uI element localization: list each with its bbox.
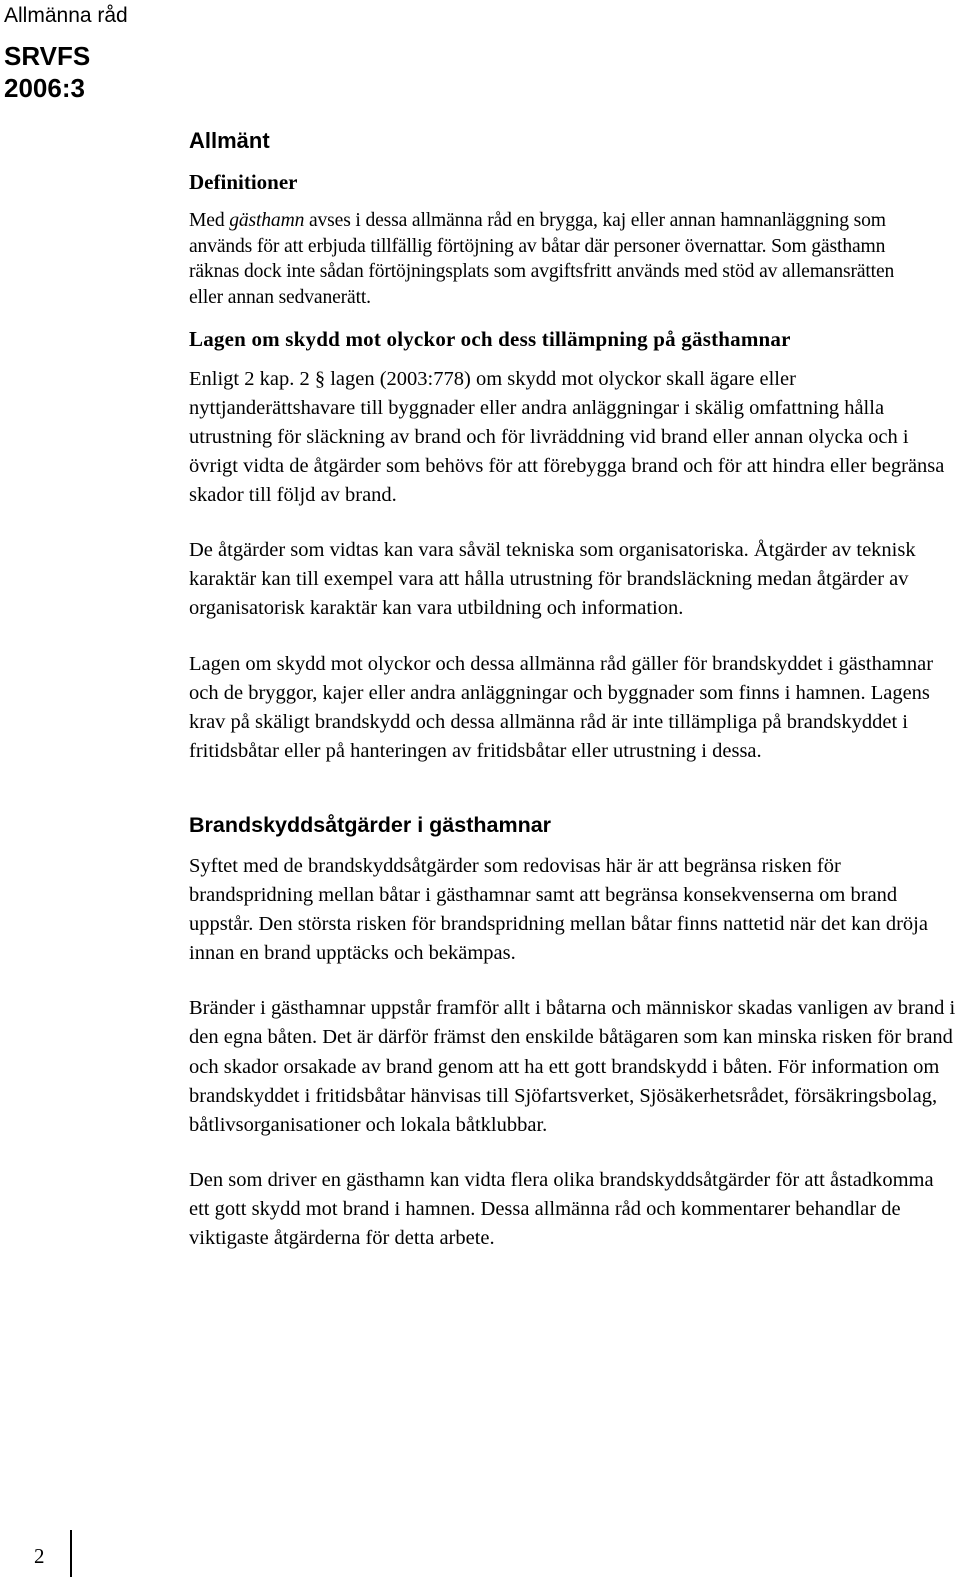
footer-divider [70,1530,72,1577]
document-category: Allmänna råd [4,4,128,27]
definitions-text-after: avses i dessa allmänna råd en brygga, kaj eller annan hamnanläggning som används för att erbjuda tillfällig förtöjning av båtar där personer övernattar. Som gästhamn räknas dock inte sådan förtöjningsplats som avgiftsfritt används med stöd av allemansrätten eller annan sedvanerätt. [189,210,895,309]
page-number: 2 [34,1544,45,1568]
law-paragraph-1: Enligt 2 kap. 2 § lagen (2003:778) om skydd mot olyckor skall ägare eller nyttjanderättshavare till byggnader eller andra anläggningar i skälig omfattning hålla utrustning för släckning av brand och för livräddning vid brand eller annan olycka och i övrigt vidta de åtgärder som behövs för att förebygga brand och för att hindra eller begränsa skador till följd av brand. [189,367,945,507]
law-paragraph-3: Lagen om skydd mot olyckor och dessa allmänna råd gäller för brandskyddet i gästhamnar och de bryggor, kajer eller andra anläggningar och byggnader som finns i hamnen. Lagens krav på skäligt brandskydd och dessa allmänna råd är inte tillämpliga på brandskyddet i fritidsbåtar eller på hanteringen av fritidsbåtar eller utrustning i dessa. [189,652,934,762]
definitions-term: gästhamn [229,210,305,231]
definitions-paragraph [189,208,929,311]
definitions-text-before: Med [189,210,230,231]
fire-protection-heading: Brandskyddsåtgärder i gästhamnar [189,812,552,837]
fire-paragraph-1: Syftet med de brandskyddsåtgärder som redovisas här är att begränsa risken för brandspridning mellan båtar i gästhamnar samt att begränsa konsekvenserna om brand uppstår. Den största risken för brandspridning mellan båtar finns nattetid när det kan dröja innan en brand upptäcks och bekämpas. [189,854,928,965]
law-heading: Lagen om skydd mot olyckor och dess tillämpning på gästhamnar [189,326,791,351]
law-paragraph-2: De åtgärder som vidtas kan vara såväl tekniska som organisatoriska. Åtgärder av teknisk karaktär kan till exempel vara att hålla utrustning för brandsläckning medan åtgärder av organisatorisk karaktär kan vara utbildning och information. [189,539,916,620]
document-code: SRVFS 2006:3 [4,41,91,103]
fire-paragraph-3: Den som driver en gästhamn kan vidta flera olika brandskyddsåtgärder för att åstadkomma ett gott skydd mot brand i hamnen. Dessa allmänna råd och kommentarer behandlar de viktigaste åtgärderna för detta arbete. [189,1168,934,1249]
definitions-heading: Definitioner [189,170,298,194]
fire-paragraph-2: Bränder i gästhamnar uppstår framför allt i båtarna och människor skadas vanligen av brand i den egna båten. Det är därför främst den enskilde båtägaren som kan minska risken för brand och skador orsakade av brand genom att ha ett gott brandskydd i båten. För information om brandskyddet i fritidsbåtar hänvisas till Sjöfartsverket, Sjösäkerhetsrådet, försäkringsbolag, båtlivsorganisationer och lokala båtklubbar. [189,997,956,1136]
general-heading: Allmänt [189,128,270,153]
page-content [189,126,959,1253]
